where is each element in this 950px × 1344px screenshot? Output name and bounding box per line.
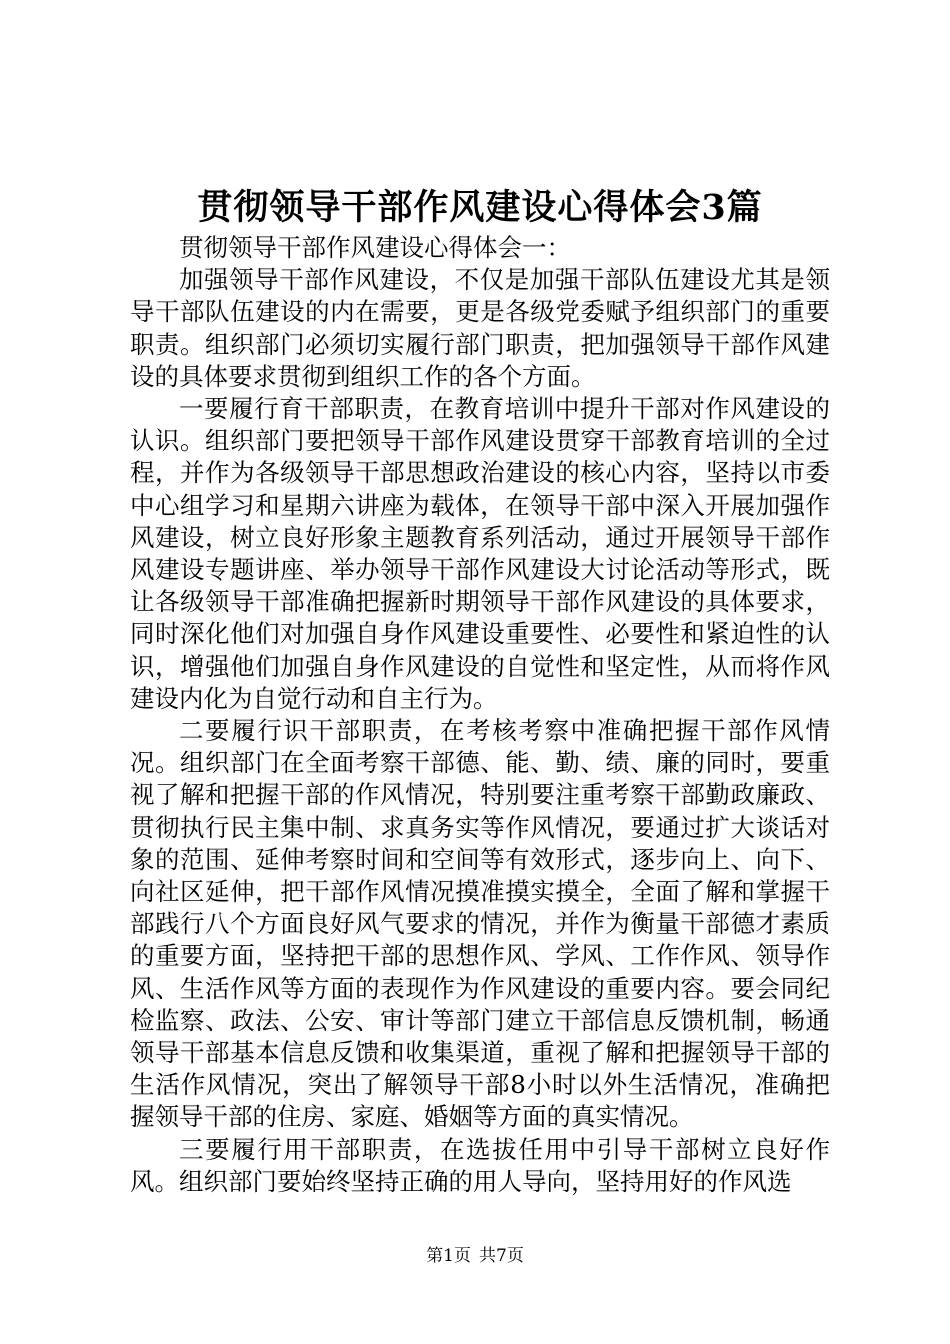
- paragraph-intro: 加强领导干部作风建设，不仅是加强干部队伍建设尤其是领导干部队伍建设的内在需要，更是各级党委赋予组织部门的重要职责。组织部门必须切实履行部门职责，把加强领导干部作风建设的具体要求贯彻到组织工作的各个方面。: [130, 265, 830, 391]
- section-heading: 贯彻领导干部作风建设心得体会一：: [179, 233, 571, 262]
- page-footer: [0, 1244, 950, 1268]
- page-total: 共7页: [479, 1246, 524, 1266]
- document-title: 贯彻领导干部作风建设心得体会3篇: [197, 187, 763, 228]
- paragraph-point-one: 一要履行育干部职责，在教育培训中提升干部对作风建设的认识。组织部门要把领导干部作风建设贯穿干部教育培训的全过程，并作为各级领导干部思想政治建设的核心内容，坚持以市委中心组学习和星期六讲座为载体，在领导干部中深入开展加强作风建设，树立良好形象主题教育系列活动，通过开展领导干部作风建设专题讲座、举办领导干部作风建设大讨论活动等形式，既让各级领导干部准确把握新时期领导干部作风建设的具体要求，同时深化他们对加强自身作风建设重要性、必要性和紧迫性的认识，增强他们加强自身作风建设的自觉性和坚定性，从而将作风建设内化为自觉行动和自主行为。: [130, 394, 830, 713]
- document-body: [130, 232, 830, 1198]
- page-number: 第1页: [426, 1246, 471, 1266]
- paragraph-point-two: 二要履行识干部职责，在考核考察中准确把握干部作风情况。组织部门在全面考察干部德、能、勤、绩、廉的同时，要重视了解和把握干部的作风情况，特别要注重考察干部勤政廉政、贯彻执行民主集中制、求真务实等作风情况，要通过扩大谈话对象的范围、延伸考察时间和空间等有效形式，逐步向上、向下、向社区延伸，把干部作风情况摸准摸实摸全，全面了解和掌握干部践行八个方面良好风气要求的情况，并作为衡量干部德才素质的重要方面，坚持把干部的思想作风、学风、工作作风、领导作风、生活作风等方面的表现作为作风建设的重要内容。要会同纪检监察、政法、公安、审计等部门建立干部信息反馈机制，畅通领导干部基本信息反馈和收集渠道，重视了解和把握领导干部的生活作风情况，突出了解领导干部8小时以外生活情况，准确把握领导干部的住房、家庭、婚姻等方面的真实情况。: [130, 716, 830, 1132]
- paragraph-point-three: 三要履行用干部职责，在选拔任用中引导干部树立良好作风。组织部门要始终坚持正确的用人导向，坚持用好的作风选: [130, 1134, 830, 1196]
